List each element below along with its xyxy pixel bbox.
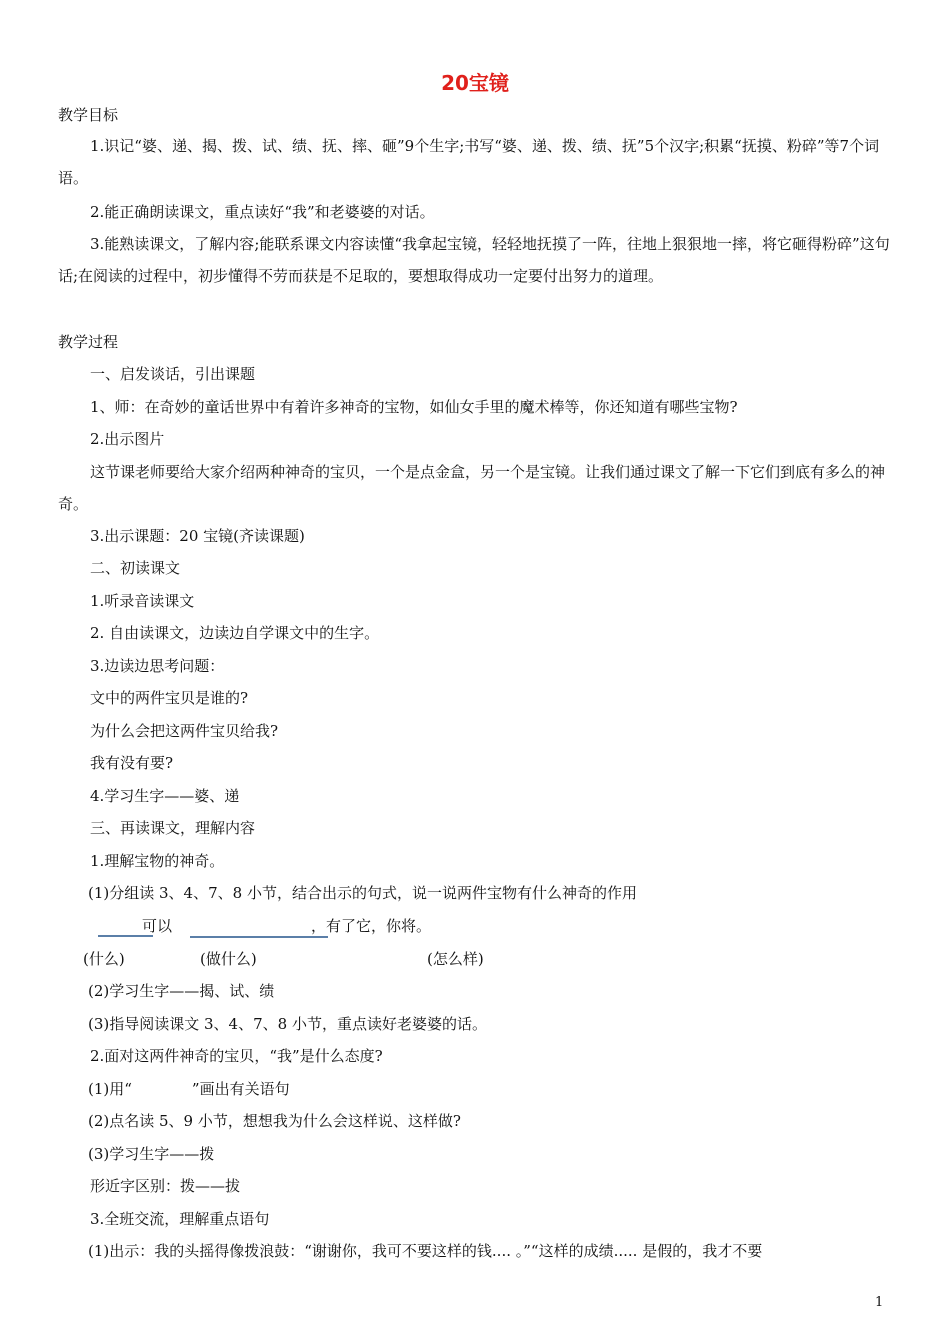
- hint-how: (怎么样): [427, 950, 484, 968]
- question-3: 我有没有要?: [90, 754, 174, 772]
- objective-item-2: 2.能正确朗读课文，重点读好“我”和老婆婆的对话。: [90, 203, 435, 221]
- section-3-item-2b: (2)点名读 5、9 小节，想想我为什么会这样说、这样做?: [88, 1112, 461, 1130]
- section-1-item-2: 2.出示图片: [90, 430, 165, 448]
- section-1-paragraph: 这节课老师要给大家介绍两种神奇的宝贝，一个是点金盒，另一个是宝镜。让我们通过课文了解一下它们到底有多么的神奇。: [58, 463, 886, 513]
- hint-do: (做什么): [200, 950, 257, 968]
- question-2: 为什么会把这两件宝贝给我?: [90, 722, 279, 740]
- section-2-item-2: 2. 自由读课文，边读边自学课文中的生字。: [90, 624, 380, 642]
- section-3-item-1: 1.理解宝物的神奇。: [90, 852, 225, 870]
- section-2-heading: 二、初读课文: [90, 559, 181, 577]
- section-3-item-3a: (1)出示：我的头摇得像拨浪鼓：“谢谢你，我可不要这样的钱.... 。”“这样的成绩..... 是假的，我才不要: [88, 1242, 763, 1260]
- section-2-item-3: 3.边读边思考问题：: [90, 657, 225, 675]
- section-3-item-3: 3.全班交流，理解重点语句: [90, 1210, 270, 1228]
- section-3-item-2a: [88, 1079, 290, 1099]
- document-title: 20宝镜: [441, 71, 509, 95]
- section-3-item-1a: (1)分组读 3、4、7、8 小节，结合出示的句式，说一说两件宝物有什么神奇的作用: [88, 884, 637, 902]
- item-2a-prefix: (1)用“: [88, 1080, 132, 1098]
- pattern-text-can: 可以: [142, 917, 173, 935]
- section-3-heading: 三、再读课文，理解内容: [90, 819, 256, 837]
- pattern-text-tail: ，有了它，你将。: [311, 917, 432, 935]
- section-3-item-2d: 形近字区别：拨——拔: [90, 1177, 241, 1195]
- section-3-item-1b: (2)学习生字——揭、试、绩: [88, 982, 275, 1000]
- objectives-heading: 教学目标: [58, 106, 119, 124]
- blank-underline-do: [190, 936, 328, 938]
- section-3-item-2c: (3)学习生字——拨: [88, 1145, 215, 1163]
- section-1-item-3: 3.出示课题：20 宝镜(齐读课题): [90, 527, 305, 545]
- section-2-item-4: 4.学习生字——婆、递: [90, 787, 240, 805]
- section-3-item-2: 2.面对这两件神奇的宝贝，“我”是什么态度?: [90, 1047, 383, 1065]
- objective-item-1: 1.识记“婆、递、揭、拨、试、绩、抚、摔、砸”9个生字;书写“婆、递、拨、绩、抚”5个汉字;积累“抚摸、粉碎”等7个词语。: [58, 137, 880, 187]
- hint-what: (什么): [83, 950, 125, 968]
- section-2-item-1: 1.听录音读课文: [90, 592, 195, 610]
- process-heading: 教学过程: [58, 333, 119, 351]
- section-1-item-1: 1、师：在奇妙的童话世界中有着许多神奇的宝物，如仙女手里的魔术棒等，你还知道有哪些宝物?: [90, 398, 738, 416]
- objective-item-3: 3.能熟读课文，了解内容;能联系课文内容读懂“我拿起宝镜，轻轻地抚摸了一阵，往地上狠狠地一摔，将它砸得粉碎”这句话;在阅读的过程中，初步懂得不劳而获是不足取的，要想取得成功一定要付出努力的道理。: [58, 235, 890, 285]
- section-1-heading: 一、启发谈话，引出课题: [90, 365, 256, 383]
- page-number: 1: [875, 1295, 884, 1310]
- question-1: 文中的两件宝贝是谁的?: [90, 689, 249, 707]
- item-2a-suffix: ”画出有关语句: [191, 1080, 290, 1098]
- section-3-item-1c: (3)指导阅读课文 3、4、7、8 小节，重点读好老婆婆的话。: [88, 1015, 487, 1033]
